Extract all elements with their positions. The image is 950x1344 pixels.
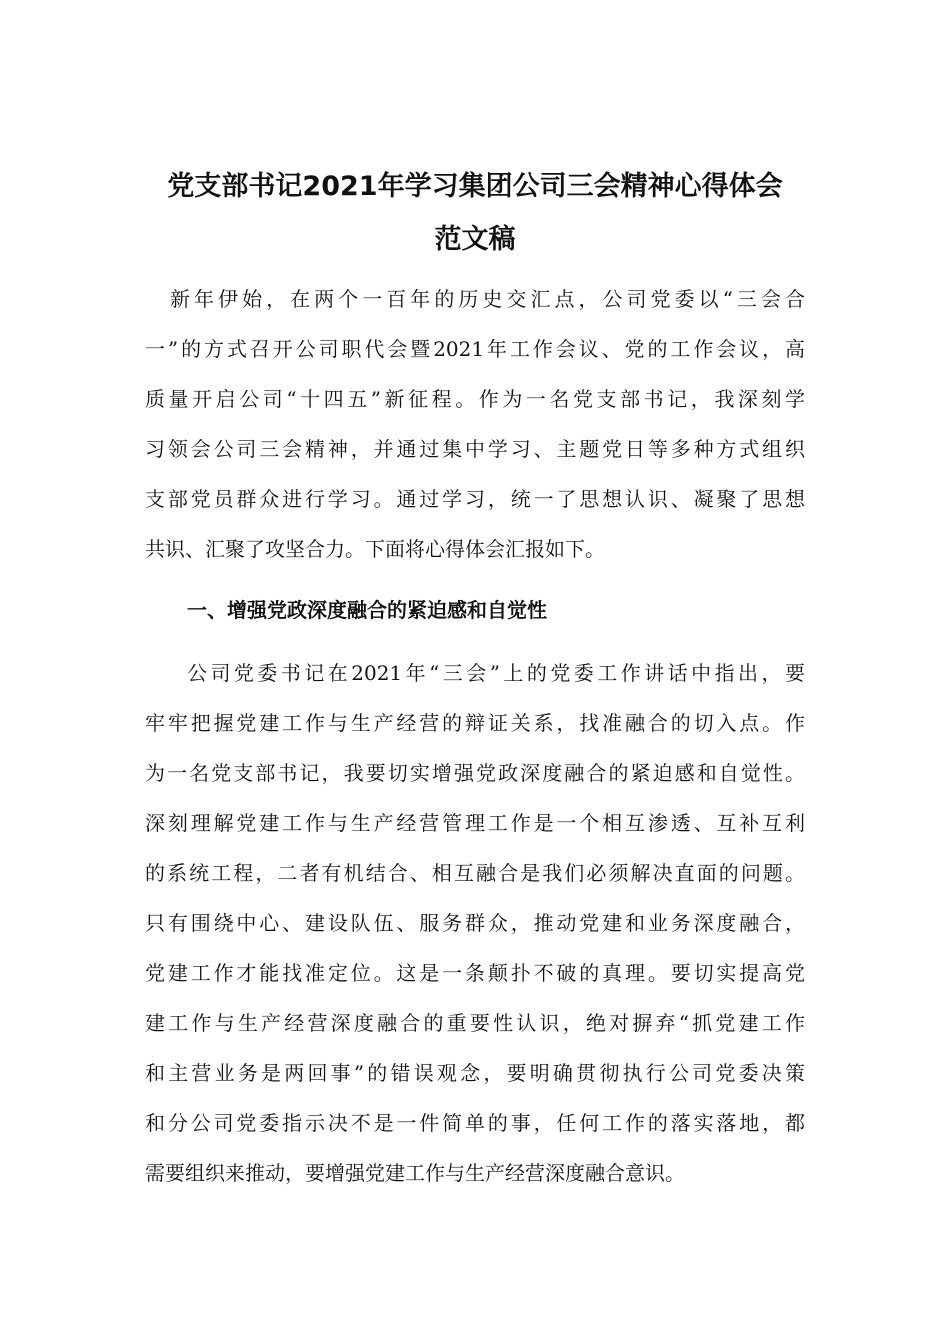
section-1-line-1: 公司党委书记在2021年“三会”上的党委工作讲话中指出，要 — [187, 661, 805, 685]
section-1-line-2: 牢牢把握党建工作与生产经营的辩证关系，找准融合的切入点。作 — [145, 711, 805, 735]
section-1-line-9: 和主营业务是两回事”的错误观念，要明确贯彻执行公司党委决策 — [145, 1061, 805, 1085]
document-title-line-2: 范文稿 — [434, 224, 516, 255]
section-1-line-8: 建工作与生产经营深度融合的重要性认识，绝对摒弃“抓党建工作 — [145, 1011, 805, 1035]
section-1-line-11: 需要组织来推动，要增强党建工作与生产经营深度融合意识。 — [145, 1161, 685, 1185]
intro-line-4: 习领会公司三会精神，并通过集中学习、主题党日等多种方式组织 — [145, 437, 805, 461]
intro-line-2: 一”的方式召开公司职代会暨2021年工作会议、党的工作会议，高 — [145, 337, 805, 361]
intro-line-1: 新年伊始，在两个一百年的历史交汇点，公司党委以“三会合 — [170, 287, 805, 311]
section-1-line-3: 为一名党支部书记，我要切实增强党政深度融合的紧迫感和自觉性。 — [145, 761, 805, 785]
section-1-line-5: 的系统工程，二者有机结合、相互融合是我们必须解决直面的问题。 — [145, 861, 805, 885]
section-1-line-6: 只有围绕中心、建设队伍、服务群众，推动党建和业务深度融合， — [145, 911, 805, 935]
section-1-heading: 一、增强党政深度融合的紧迫感和自觉性 — [187, 598, 547, 622]
section-1-line-7: 党建工作才能找准定位。这是一条颠扑不破的真理。要切实提高党 — [145, 961, 805, 985]
intro-line-5: 支部党员群众进行学习。通过学习，统一了思想认识、凝聚了思想 — [145, 487, 805, 511]
section-1-line-4: 深刻理解党建工作与生产经营管理工作是一个相互渗透、互补互利 — [145, 811, 805, 835]
intro-line-6: 共识、汇聚了攻坚合力。下面将心得体会汇报如下。 — [145, 537, 605, 561]
document-title-line-1: 党支部书记2021年学习集团公司三会精神心得体会 — [167, 171, 783, 202]
intro-line-3: 质量开启公司“十四五”新征程。作为一名党支部书记，我深刻学 — [145, 387, 805, 411]
section-1-line-10: 和分公司党委指示决不是一件简单的事，任何工作的落实落地，都 — [145, 1111, 805, 1135]
